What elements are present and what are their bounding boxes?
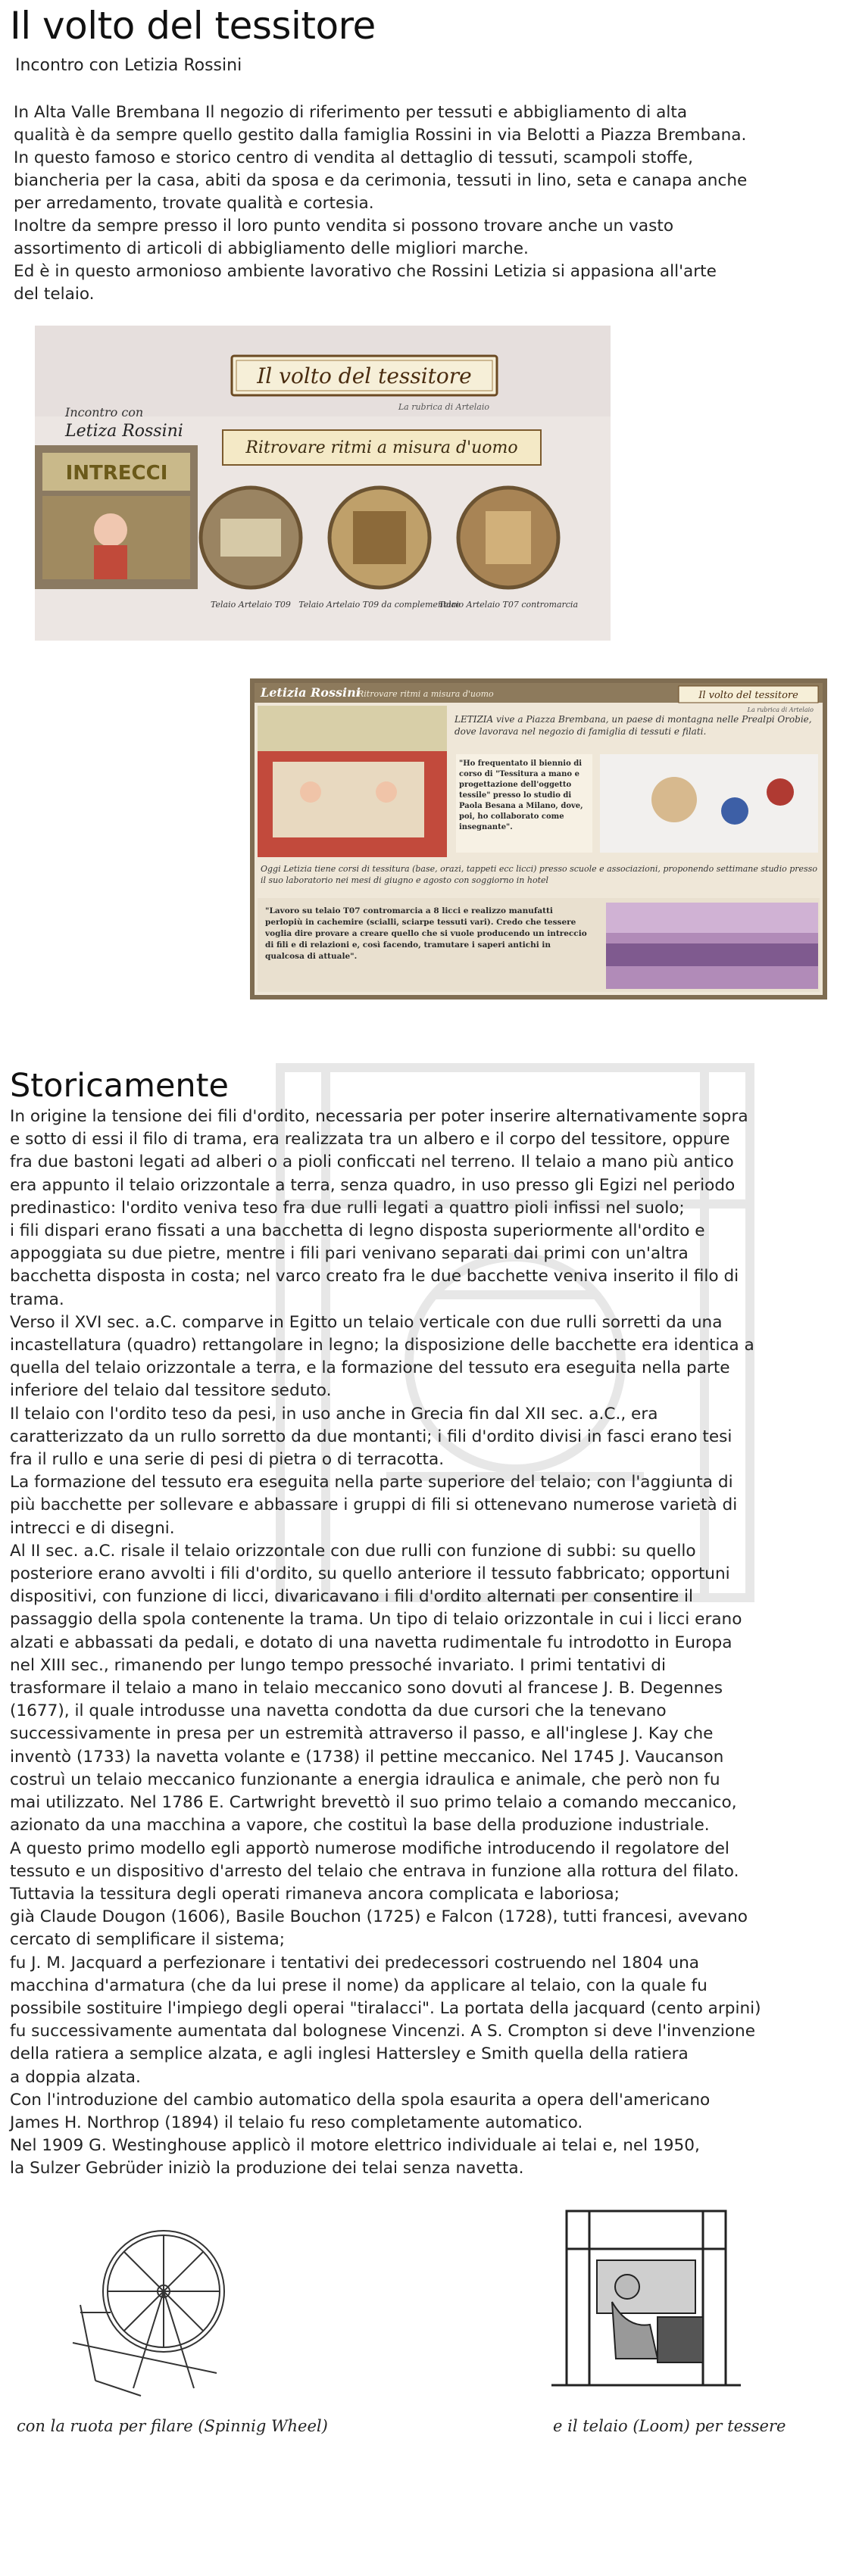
history-line: possibile sostituire l'impiego degli operai "tiralacci". La portata della jacquard (cento arpini) [10,1998,761,2018]
history-line: tessuto e un dispositivo d'arresto del telaio che entrava in funzione alla rottura del filato. [10,1861,739,1881]
history-line: passaggio della spola contenente la trama. Un tipo di telaio orizzontale in cui i licci erano [10,1610,742,1629]
history-line: alzati e abbassati da pedali, e dotato di una navetta rudimentale fu introdotto in Europa [10,1633,732,1652]
flyer-badge-sub: La rubrica di Artelaio [747,706,814,713]
poster-name: Letiza Rossini [65,422,183,441]
history-line: azionato da una macchina a vapore, che costituì la base della produzione industriale. [10,1816,710,1835]
flyer-courses: Oggi Letizia tiene corsi di tessitura (base, orazi, tappeti ecc licci) presso scuole e associazioni, proponendo settimane studio presso il suo laboratorio nei mesi di giugno e agosto con soggiorno in hotel [261,864,817,885]
history-line: della ratiera a semplice alzata, e agli inglesi Hattersley e Smith quella della ratiera [10,2044,689,2064]
history-line: a doppia alzata. [10,2067,141,2087]
history-line: appoggiata su due pietre, mentre i fili pari venivano separati dai primi con un'altra [10,1244,689,1264]
section-title: Storicamente [10,1067,229,1105]
page-subtitle: Incontro con Letizia Rossini [15,56,242,75]
history-line: Tuttavia la tessitura degli operati rimaneva ancora complicata e laboriosa; [10,1884,620,1904]
history-line: trama. [10,1290,64,1309]
history-line: dispositivi, con funzione di licci, divaricavano i fili d'ordito alternati per consentire il [10,1587,694,1607]
intro-line: assortimento di articoli di abbigliamento delle migliori marche. [14,239,529,258]
intro-line: In questo famoso e storico centro di vendita al dettaglio di tessuti, scampoli stoffe, [14,148,693,167]
history-line: La formazione del tessuto era eseguita nella parte superiore del telaio; con l'aggiunta di [10,1473,733,1492]
history-line: bacchetta disposta in costa; nel varco creato fra le due bacchette veniva inserito il filo di [10,1267,739,1286]
history-line: trasformare il telaio a mano in telaio meccanico sono dovuti al francese J. B. Degennes [10,1679,723,1698]
history-line: costruì un telaio meccanico funzionante a energia idraulica e animale, che però non fu [10,1770,720,1789]
caption-loom: e il telaio (Loom) per tessere [553,2417,786,2435]
history-line: inferiore del telaio dal tessitore seduto. [10,1381,332,1401]
intro-line: Inoltre da sempre presso il loro punto vendita si possono trovare anche un vasto [14,217,674,235]
history-line: incastellatura (quadro) rettangolare in legno; la disposizione delle bacchette era identica a [10,1336,754,1355]
history-line: Al II sec. a.C. risale il telaio orizzontale con due rulli con funzione di subbi: su quello [10,1541,696,1561]
poster-image [35,326,611,641]
history-line: fra due bastoni legati ad alberi o a pioli conficcati nel terreno. Il telaio a mano più antico [10,1152,734,1172]
history-line: i fili dispari erano fissati a una bacchetta di legno disposta superiormente all'ordito e [10,1221,705,1241]
history-line: cercato di semplificare il sistema; [10,1930,285,1950]
page-title: Il volto del tessitore [10,4,376,48]
history-line: successivamente in presa per un estremità attraverso il passo, e all'inglese J. Kay che [10,1724,714,1744]
history-line: intrecci e di disegni. [10,1518,175,1538]
history-line: Con l'introduzione del cambio automatico della spola esaurita a opera dell'americano [10,2090,711,2110]
poster-caption: Telaio Artelaio T07 contromarcia [438,600,579,610]
intro-line: qualità è da sempre quello gestito dalla famiglia Rossini in via Belotti a Piazza Brembana. [14,126,747,145]
history-line: James H. Northrop (1894) il telaio fu reso completamente automatico. [10,2113,583,2132]
history-line: fu J. M. Jacquard a perfezionare i tentativi dei predecessori costruendo nel 1804 una [10,1953,699,1973]
flyer-image [250,678,827,1000]
poster-rubric: La rubrica di Artelaio [398,402,489,412]
history-line: fu successivamente aumentata dal bolognese Vincenzi. A S. Crompton si deve l'invenzione [10,2022,755,2041]
history-line: macchina d'armatura (che da lui prese il nome) da applicare al telaio, con la quale fu [10,1976,708,1995]
history-line: già Claude Dougon (1606), Basile Bouchon (1725) e Falcon (1728), tutti francesi, avevano [10,1907,748,1927]
poster-caption: Telaio Artelaio T09 da complementare [298,600,461,610]
poster-incontro: Incontro con [65,405,144,419]
history-line: (1677), il quale introdusse una navetta condotta da due cursori che la tenevano [10,1701,667,1721]
poster-sign: INTRECCI [65,462,168,485]
caption-spinning-wheel: con la ruota per filare (Spinnig Wheel) [17,2417,328,2435]
poster-ribbon: Ritrovare ritmi a misura d'uomo [245,438,518,457]
intro-line: del telaio. [14,285,95,304]
history-line: predinastico: l'ordito veniva teso fra due rulli legati a quattro pioli infissi nel suolo; [10,1198,685,1218]
history-line: A questo primo modello egli apportò numerose modifiche introducendo il regolatore del [10,1838,729,1858]
flyer-header: Letizia Rossini [261,685,361,700]
history-line: Il telaio con l'ordito teso da pesi, in uso anche in Grecia fin dal XII sec. a.C., era [10,1404,658,1424]
intro-line: biancheria per la casa, abiti da sposa e da cerimonia, tessuti in lino, seta e canapa anche [14,171,748,190]
history-line: posteriore erano avvolti i fili d'ordito, su quello anteriore il tessuto fabbricato; opportuni [10,1564,730,1584]
history-line: In origine la tensione dei fili d'ordito, necessaria per poter inserire alternativamente sopra [10,1107,748,1126]
intro-line: Ed è in questo armonioso ambiente lavorativo che Rossini Letizia si appasiona all'arte [14,262,717,281]
history-line: e sotto di essi il filo di trama, era realizzata tra un albero e il corpo del tessitore, oppure [10,1130,730,1149]
history-line: Verso il XVI sec. a.C. comparve in Egitto un telaio verticale con due rulli sorretti da una [10,1312,723,1332]
poster-title: Il volto del tessitore [257,363,472,388]
flyer-badge: Il volto del tessitore [698,690,798,701]
intro-text [14,101,851,306]
intro-line: In Alta Valle Brembana Il negozio di riferimento per tessuti e abbigliamento di alta [14,103,688,122]
history-line: Nel 1909 G. Westinghouse applicò il motore elettrico individuale ai telai e, nel 1950, [10,2136,700,2156]
history-line: quella del telaio orizzontale a terra, e la formazione del tessuto era eseguita nella parte [10,1358,730,1378]
history-line: la Sulzer Gebrüder iniziò la produzione dei telai senza navetta. [10,2159,524,2178]
history-text [10,1106,854,2181]
flyer-quote1: "Ho frequentato il biennio di corso di "Tessitura a mano e progettazione dell'oggetto tessile" presso lo studio di Paola Besana a Milano, dove, poi, ho collaborato come insegnante". [459,759,583,831]
spinning-wheel-illustration [65,2222,232,2403]
poster-caption: Telaio Artelaio T09 [211,600,291,610]
flyer-header-sub: Ritrovare ritmi a misura d'uomo [358,689,494,699]
history-line: più bacchette per sollevare e abbassare i gruppi di fili si ottenevano numerose varietà di [10,1495,738,1515]
flyer-bio: LETIZIA vive a Piazza Brembana, un paese di montagna nelle Prealpi Orobie, dove lavorava nel negozio di famiglia di tessuti e filati. [454,714,812,737]
intro-line: per arredamento, trovate qualità e cortesia. [14,194,374,213]
history-line: fra il rullo e una serie di pesi di pietra o di terracotta. [10,1450,445,1470]
flyer-quote2: "Lavoro su telaio T07 contromarcia a 8 licci e realizzo manufatti perlopiù in cachemire (scialli, sciarpe tessuti vari). Credo che tessere voglia dire provare a creare quello che si vuole producendo un intreccio di fili e di relazioni e, così facendo, tramutare i saperi antichi in qualcosa di attuale". [265,906,587,961]
history-line: caratterizzato da un rullo sorretto da due montanti; i fili d'ordito divisi in fasci erano tesi [10,1427,732,1446]
loom-illustration [544,2196,748,2400]
history-line: era appunto il telaio orizzontale a terra, senza quadro, in uso presso gli Egizi nel periodo [10,1175,736,1195]
history-line: nel XIII sec., rimanendo per lungo tempo pressoché invariato. I primi tentativi di [10,1655,666,1675]
history-line: mai utilizzato. Nel 1786 E. Cartwright brevettò il suo primo telaio a comando meccanico, [10,1793,737,1813]
history-line: inventò (1733) la navetta volante e (1738) il pettine meccanico. Nel 1745 J. Vaucanson [10,1747,724,1767]
